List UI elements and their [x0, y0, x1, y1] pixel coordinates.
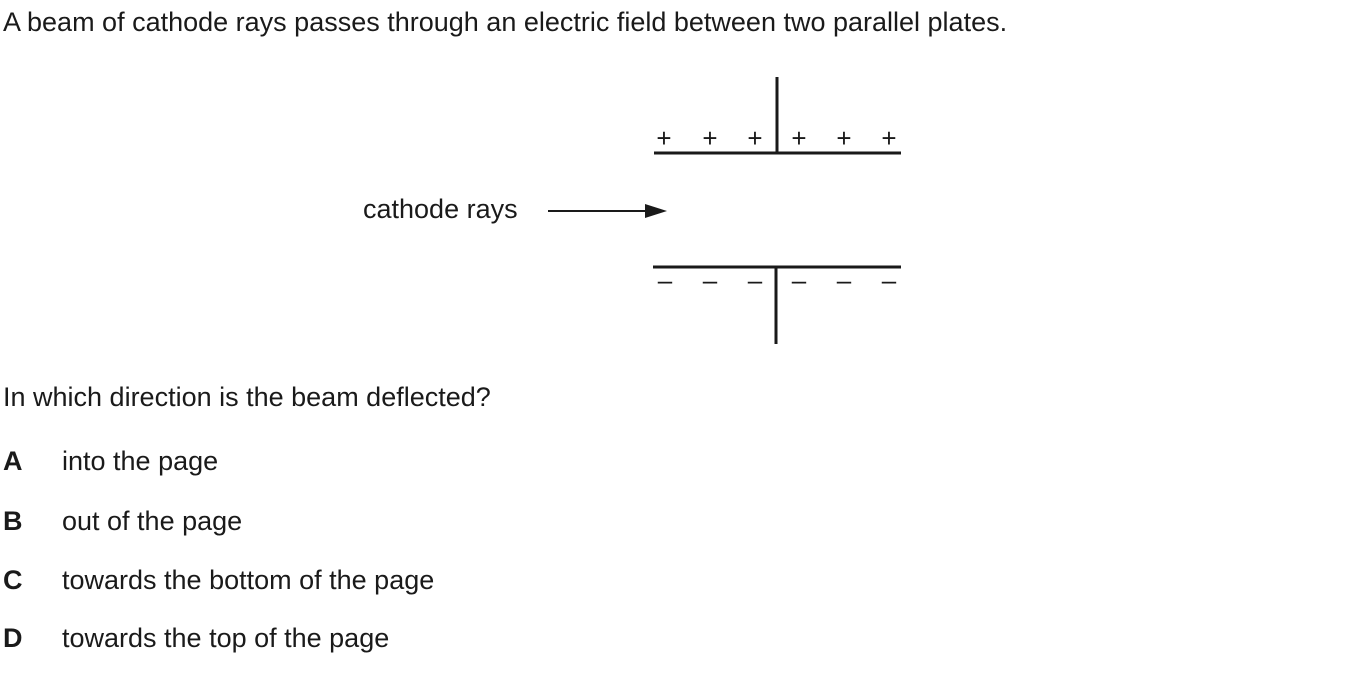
positive-plate	[654, 77, 901, 153]
question-stem: A beam of cathode rays passes through an electric field between two parallel plates.	[3, 7, 1008, 37]
option-text: out of the page	[62, 506, 243, 536]
minus-sign: –	[702, 265, 718, 295]
minus-sign: –	[836, 265, 852, 295]
plus-sign: +	[836, 123, 852, 153]
option-letter: A	[3, 446, 23, 476]
minus-sign: –	[791, 265, 807, 295]
beam-label: cathode rays	[363, 194, 518, 224]
plus-sign: +	[791, 123, 807, 153]
negative-plate	[653, 265, 901, 344]
arrow-right-icon	[645, 204, 667, 218]
option-letter: D	[3, 623, 23, 653]
option-text: towards the top of the page	[62, 623, 390, 653]
plus-sign: +	[702, 123, 718, 153]
plus-sign: +	[747, 123, 763, 153]
option-letter: C	[3, 565, 23, 595]
question-prompt: In which direction is the beam deflected?	[3, 382, 491, 412]
option-letter: B	[3, 506, 23, 536]
minus-sign: –	[657, 265, 673, 295]
minus-sign: –	[747, 265, 763, 295]
minus-sign: –	[881, 265, 897, 295]
option-text: into the page	[62, 446, 219, 476]
plus-sign: +	[881, 123, 897, 153]
option-text: towards the bottom of the page	[62, 565, 435, 595]
plus-sign: +	[656, 123, 672, 153]
